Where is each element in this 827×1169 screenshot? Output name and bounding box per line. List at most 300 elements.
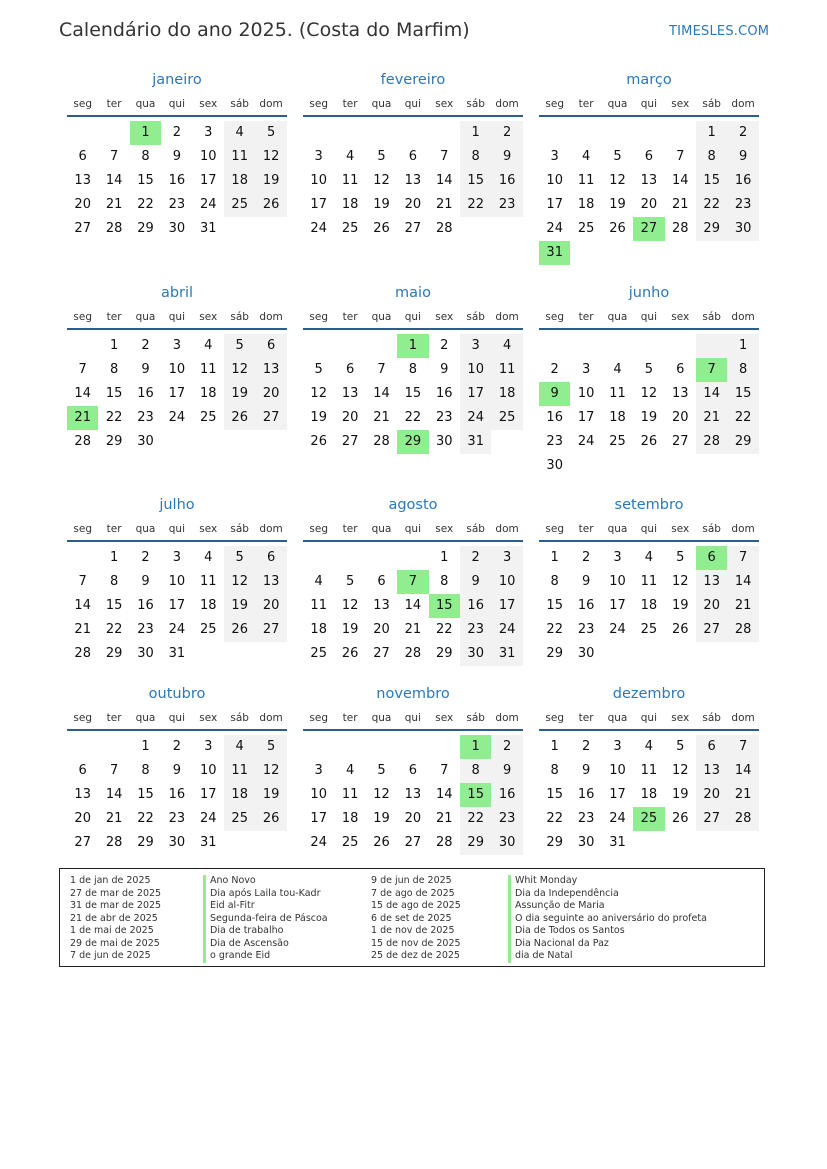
legend-date: 29 de mai de 2025: [70, 937, 160, 949]
day-cell: 2: [491, 735, 522, 759]
day-cell: 11: [640, 763, 658, 778]
legend-date: 31 de mar de 2025: [70, 900, 162, 911]
day-cell: 10: [168, 574, 186, 589]
month-title: outubro: [148, 686, 206, 702]
day-cell: 25: [341, 835, 359, 850]
day-cell: 1: [141, 739, 150, 754]
weekday-header: [303, 712, 523, 728]
legend-holiday-name: Whit Monday: [515, 875, 578, 886]
weekday-label: dom: [731, 712, 755, 724]
weekday-label: qua: [607, 712, 628, 724]
day-cell: 21: [727, 594, 758, 618]
day-cell: 3: [613, 550, 622, 565]
legend-holiday-name: Dia após Laila tou-Kadr: [210, 887, 321, 899]
day-cell: 12: [255, 759, 286, 783]
legend-names-left: [203, 875, 328, 963]
day-cell: 30: [137, 646, 154, 661]
day-cell: 1: [696, 121, 727, 145]
legend-date: 15 de ago de 2025: [371, 900, 461, 911]
day-cell: 6: [255, 546, 286, 570]
day-cell: 8: [460, 145, 491, 169]
weekday-label: ter: [578, 311, 594, 323]
day-cell: 26: [310, 434, 327, 449]
day-cell: 11: [224, 759, 255, 783]
legend-date: 27 de mar de 2025: [70, 887, 162, 899]
day-cell: 4: [224, 735, 255, 759]
legend-date: 6 de set de 2025: [371, 912, 452, 924]
day-cell: 3: [581, 362, 591, 377]
weekday-label: seg: [545, 98, 564, 110]
day-cell: 25: [609, 434, 626, 449]
day-cell: 16: [168, 173, 186, 188]
weekday-label: sáb: [702, 311, 721, 323]
day-cell: 24: [577, 434, 595, 449]
legend-date: 25 de dez de 2025: [371, 950, 460, 961]
day-cell: 31: [609, 835, 626, 850]
month-outubro: [67, 686, 287, 886]
day-cell: 30: [727, 217, 758, 241]
holiday-legend: [59, 868, 765, 967]
day-cell: 12: [373, 173, 390, 188]
day-cell: 27: [404, 221, 422, 236]
weekday-label: qua: [135, 311, 156, 323]
legend-date: 7 de ago de 2025: [371, 887, 455, 899]
month-março: [539, 72, 759, 272]
day-cell: 26: [224, 618, 255, 642]
weekday-header: [67, 311, 287, 327]
holiday-day-cell: 7: [397, 570, 428, 594]
day-cell: 14: [696, 382, 727, 406]
weekday-label: sáb: [466, 712, 485, 724]
weekday-label: sáb: [230, 712, 249, 724]
weekday-label: sex: [199, 523, 218, 535]
day-cell: 19: [672, 598, 689, 613]
day-cell: 19: [255, 783, 286, 807]
day-cell: 17: [491, 594, 522, 618]
day-cell: 6: [408, 149, 418, 164]
day-cell: 10: [310, 173, 327, 188]
weekday-label: qui: [404, 523, 421, 535]
day-cell: 15: [546, 787, 563, 802]
day-cell: 4: [644, 739, 654, 754]
day-cell: 25: [200, 410, 217, 425]
day-cell: 17: [609, 787, 626, 802]
day-cell: 12: [672, 574, 689, 589]
day-cell: 8: [141, 763, 150, 778]
month-agosto: [303, 497, 523, 697]
day-cell: 21: [404, 622, 422, 637]
holiday-day-cell: 27: [633, 217, 664, 241]
day-cell: 16: [460, 594, 491, 618]
legend-holiday-name: Segunda-feira de Páscoa: [210, 912, 328, 924]
day-cell: 19: [224, 382, 255, 406]
day-cell: 8: [727, 358, 758, 382]
weekday-label: dom: [495, 311, 519, 323]
day-cell: 10: [310, 787, 327, 802]
day-cell: 3: [550, 149, 559, 164]
month-fevereiro: [303, 72, 523, 272]
weekday-label: qui: [404, 311, 421, 323]
day-cell: 30: [577, 646, 595, 661]
header-rule: [67, 729, 287, 731]
day-cell: 1: [460, 121, 491, 145]
day-cell: 25: [224, 807, 255, 831]
site-link[interactable]: TIMESLES.COM: [669, 24, 770, 39]
day-cell: 12: [341, 598, 359, 613]
day-cell: 30: [168, 221, 186, 236]
weekday-header: [67, 712, 287, 728]
day-cell: 22: [546, 811, 563, 826]
weekday-label: ter: [106, 311, 122, 323]
weekday-label: seg: [309, 311, 328, 323]
day-cell: 11: [200, 362, 217, 377]
day-cell: 2: [581, 550, 591, 565]
day-cell: 21: [696, 406, 727, 430]
month-title: dezembro: [612, 686, 686, 702]
day-cell: 15: [105, 598, 123, 613]
day-cell: 9: [491, 145, 522, 169]
day-cell: 14: [74, 598, 91, 613]
day-cell: 24: [168, 622, 186, 637]
day-cell: 24: [546, 221, 563, 236]
holiday-day-cell: 15: [429, 594, 460, 618]
legend-holiday-name: O dia seguinte ao aniversário do profeta: [515, 912, 707, 924]
day-cell: 10: [609, 574, 626, 589]
weekday-label: ter: [106, 712, 122, 724]
day-cell: 3: [204, 739, 213, 754]
day-cell: 17: [200, 787, 217, 802]
month-janeiro: [67, 72, 287, 272]
month-title: maio: [395, 285, 431, 301]
day-cell: 23: [436, 410, 453, 425]
day-cell: 23: [577, 622, 595, 637]
day-cell: 28: [105, 221, 123, 236]
day-cell: 24: [609, 622, 626, 637]
month-abril: [67, 285, 287, 485]
holiday-day-cell: 15: [460, 783, 491, 807]
weekday-label: seg: [73, 523, 92, 535]
day-cell: 27: [255, 618, 286, 642]
legend-date: 21 de abr de 2025: [70, 912, 158, 924]
weekday-label: qua: [607, 311, 628, 323]
legend-holiday-name: Assunção de Maria: [515, 900, 605, 911]
weekday-label: qua: [607, 98, 628, 110]
day-cell: 3: [314, 149, 323, 164]
day-cell: 27: [404, 835, 422, 850]
weekday-label: seg: [73, 311, 92, 323]
weekday-label: dom: [259, 98, 283, 110]
weekday-label: qua: [371, 98, 392, 110]
day-cell: 10: [200, 149, 217, 164]
day-cell: 30: [491, 831, 522, 855]
weekday-label: qui: [168, 311, 185, 323]
day-cell: 5: [613, 149, 622, 164]
day-cell: 2: [172, 125, 182, 140]
weekday-header: [539, 311, 759, 327]
day-cell: 21: [105, 197, 123, 212]
header-rule: [67, 328, 287, 330]
day-cell: 16: [491, 783, 522, 807]
month-title: fevereiro: [380, 72, 446, 88]
day-cell: 26: [609, 221, 626, 236]
weekday-label: sáb: [466, 311, 485, 323]
day-cell: 23: [577, 811, 595, 826]
weekday-label: seg: [73, 712, 92, 724]
day-cell: 28: [727, 618, 758, 642]
day-cell: 27: [255, 406, 286, 430]
day-cell: 22: [404, 410, 422, 425]
holiday-day-cell: 6: [696, 546, 727, 570]
weekday-label: dom: [259, 311, 283, 323]
header-rule: [303, 328, 523, 330]
day-cell: 10: [491, 570, 522, 594]
page-title: Calendário do ano 2025. (Costa do Marfim): [59, 19, 470, 41]
day-cell: 19: [672, 787, 689, 802]
header-rule: [303, 540, 523, 542]
day-cell: 12: [640, 386, 658, 401]
day-cell: 16: [546, 410, 563, 425]
weekday-label: ter: [578, 98, 594, 110]
day-cell: 29: [137, 835, 154, 850]
header-rule: [67, 540, 287, 542]
weekday-label: sex: [199, 712, 218, 724]
day-cell: 28: [436, 835, 453, 850]
day-cell: 27: [341, 434, 359, 449]
day-cell: 30: [137, 434, 154, 449]
legend-date: 7 de jun de 2025: [70, 950, 151, 961]
weekday-label: ter: [342, 98, 358, 110]
day-cell: 27: [74, 835, 91, 850]
day-cell: 25: [224, 193, 255, 217]
day-cell: 22: [105, 622, 123, 637]
day-cell: 10: [546, 173, 563, 188]
weekday-label: sex: [671, 311, 690, 323]
day-cell: 20: [696, 594, 727, 618]
day-cell: 12: [224, 358, 255, 382]
weekday-label: sex: [435, 523, 454, 535]
month-julho: [67, 497, 287, 697]
day-cell: 20: [404, 197, 422, 212]
day-cell: 9: [440, 362, 449, 377]
weekday-label: sáb: [466, 98, 485, 110]
weekday-label: qui: [404, 98, 421, 110]
day-cell: 8: [696, 145, 727, 169]
day-cell: 20: [672, 410, 689, 425]
day-cell: 28: [672, 221, 689, 236]
day-cell: 29: [137, 221, 154, 236]
day-cell: 13: [74, 173, 91, 188]
holiday-day-cell: 25: [633, 807, 664, 831]
day-cell: 29: [105, 646, 123, 661]
day-cell: 19: [640, 410, 658, 425]
day-cell: 29: [546, 835, 563, 850]
day-cell: 24: [200, 197, 217, 212]
weekday-label: dom: [731, 523, 755, 535]
day-cell: 6: [408, 763, 418, 778]
weekday-header: [67, 98, 287, 114]
weekday-label: qui: [168, 712, 185, 724]
weekday-label: ter: [342, 523, 358, 535]
day-cell: 28: [74, 434, 91, 449]
day-cell: 18: [310, 622, 327, 637]
day-cell: 23: [546, 434, 563, 449]
day-cell: 9: [581, 574, 591, 589]
weekday-label: seg: [309, 523, 328, 535]
day-cell: 19: [224, 594, 255, 618]
day-cell: 3: [172, 338, 182, 353]
day-cell: 22: [727, 406, 758, 430]
day-cell: 1: [109, 550, 119, 565]
day-cell: 24: [491, 618, 522, 642]
day-cell: 5: [255, 121, 286, 145]
day-cell: 19: [310, 410, 327, 425]
day-cell: 28: [74, 646, 91, 661]
day-cell: 22: [105, 410, 123, 425]
weekday-header: [67, 523, 287, 539]
day-cell: 25: [577, 221, 595, 236]
day-cell: 4: [224, 121, 255, 145]
day-cell: 15: [137, 173, 154, 188]
day-cell: 17: [310, 197, 327, 212]
day-cell: 26: [224, 406, 255, 430]
day-cell: 2: [141, 338, 150, 353]
header-rule: [67, 115, 287, 117]
day-cell: 23: [168, 197, 186, 212]
day-cell: 17: [577, 410, 595, 425]
day-cell: 13: [373, 598, 390, 613]
weekday-label: seg: [309, 98, 328, 110]
day-cell: 14: [727, 570, 758, 594]
day-cell: 31: [460, 430, 491, 454]
weekday-label: sáb: [230, 98, 249, 110]
day-cell: 15: [696, 169, 727, 193]
weekday-label: ter: [106, 523, 122, 535]
day-cell: 14: [727, 759, 758, 783]
day-cell: 24: [310, 835, 327, 850]
weekday-label: ter: [342, 311, 358, 323]
day-cell: 23: [727, 193, 758, 217]
weekday-label: seg: [545, 712, 564, 724]
day-cell: 9: [491, 759, 522, 783]
day-cell: 20: [255, 594, 286, 618]
day-cell: 13: [404, 787, 422, 802]
weekday-label: dom: [259, 712, 283, 724]
month-title: setembro: [614, 497, 684, 513]
day-cell: 11: [491, 358, 522, 382]
day-cell: 18: [491, 382, 522, 406]
day-cell: 14: [436, 787, 453, 802]
day-cell: 27: [696, 618, 727, 642]
weekday-label: sáb: [702, 98, 721, 110]
day-cell: 30: [460, 642, 491, 666]
weekday-label: sex: [671, 712, 690, 724]
legend-holiday-name: Dia de Ascensão: [210, 937, 289, 949]
day-cell: 27: [74, 221, 91, 236]
weekday-label: dom: [731, 98, 755, 110]
day-cell: 2: [581, 739, 591, 754]
weekday-label: sáb: [230, 311, 249, 323]
weekday-label: sex: [671, 523, 690, 535]
day-cell: 8: [141, 149, 150, 164]
day-cell: 16: [137, 598, 154, 613]
day-cell: 25: [200, 622, 217, 637]
header-rule: [539, 115, 759, 117]
day-cell: 7: [727, 735, 758, 759]
day-cell: 6: [78, 149, 87, 164]
weekday-label: qua: [135, 523, 156, 535]
day-cell: 4: [581, 149, 591, 164]
weekday-header: [539, 98, 759, 114]
day-cell: 1: [440, 550, 449, 565]
weekday-label: qui: [168, 523, 185, 535]
day-cell: 10: [577, 386, 595, 401]
day-cell: 17: [200, 173, 217, 188]
legend-holiday-name: o grande Eid: [210, 950, 271, 961]
header-rule: [303, 115, 523, 117]
day-cell: 6: [78, 763, 87, 778]
day-cell: 2: [440, 338, 449, 353]
day-cell: 3: [491, 546, 522, 570]
day-cell: 18: [577, 197, 595, 212]
day-cell: 15: [727, 382, 758, 406]
day-cell: 13: [640, 173, 658, 188]
day-cell: 6: [644, 149, 654, 164]
legend-date: 9 de jun de 2025: [371, 875, 452, 886]
day-cell: 2: [460, 546, 491, 570]
weekday-label: qua: [371, 712, 392, 724]
legend-holiday-name: dia de Natal: [515, 950, 573, 961]
day-cell: 24: [200, 811, 217, 826]
day-cell: 2: [550, 362, 559, 377]
day-cell: 18: [224, 169, 255, 193]
weekday-label: qua: [135, 98, 156, 110]
day-cell: 8: [109, 574, 119, 589]
day-cell: 6: [676, 362, 685, 377]
weekday-header: [303, 523, 523, 539]
weekday-label: dom: [495, 523, 519, 535]
day-cell: 23: [491, 193, 522, 217]
day-cell: 9: [141, 362, 150, 377]
day-cell: 20: [341, 410, 359, 425]
header-rule: [539, 729, 759, 731]
day-cell: 11: [310, 598, 327, 613]
day-cell: 7: [440, 149, 449, 164]
day-cell: 1: [550, 550, 559, 565]
day-cell: 4: [314, 574, 323, 589]
day-cell: 26: [255, 807, 286, 831]
day-cell: 20: [404, 811, 422, 826]
legend-dates-left: [70, 875, 161, 963]
day-cell: 16: [577, 787, 595, 802]
weekday-label: ter: [342, 712, 358, 724]
day-cell: 11: [577, 173, 595, 188]
day-cell: 10: [609, 763, 626, 778]
day-cell: 15: [460, 169, 491, 193]
day-cell: 23: [460, 618, 491, 642]
weekday-label: sáb: [230, 523, 249, 535]
day-cell: 10: [168, 362, 186, 377]
day-cell: 5: [224, 334, 255, 358]
holiday-day-cell: 9: [539, 382, 570, 406]
weekday-label: qua: [371, 311, 392, 323]
day-cell: 28: [105, 835, 123, 850]
day-cell: 5: [255, 735, 286, 759]
weekday-label: qua: [371, 523, 392, 535]
weekday-header: [303, 98, 523, 114]
month-setembro: [539, 497, 759, 697]
day-cell: 7: [78, 574, 87, 589]
day-cell: 5: [345, 574, 355, 589]
